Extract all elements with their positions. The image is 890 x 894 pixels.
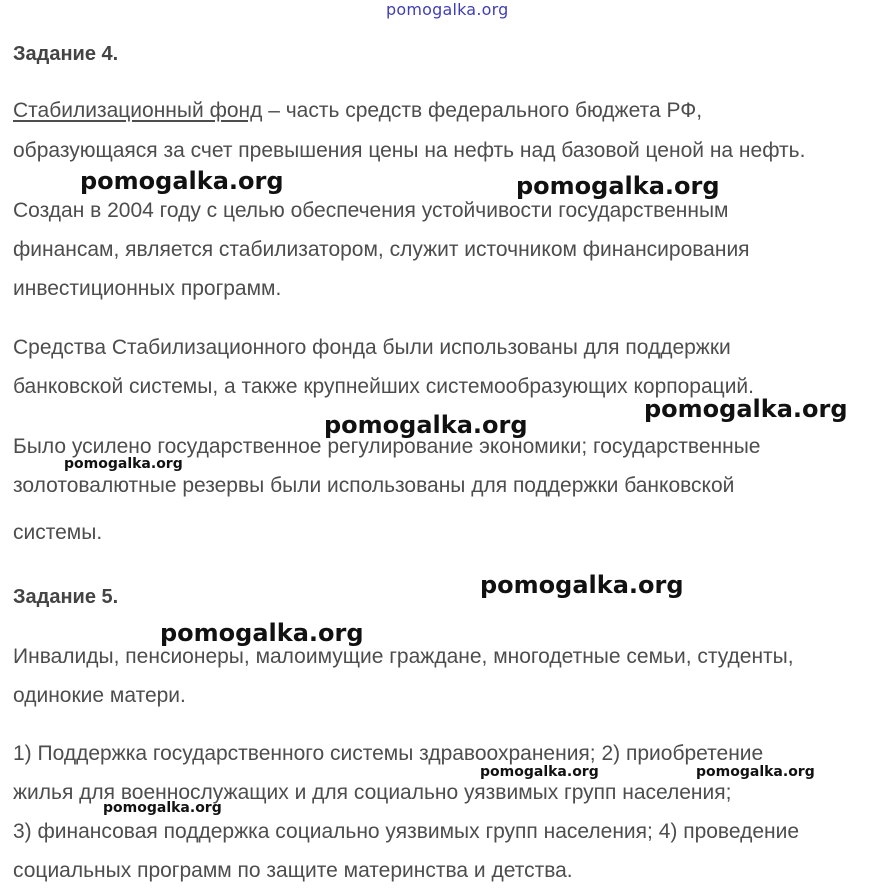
watermark-1: pomogalka.org [80,167,284,195]
task5-line-4: жилья для военнослужащих и для социально уязвимых групп населения; [13,781,732,804]
watermark-8: pomogalka.org [480,764,599,780]
task5-heading: Задание 5. [13,586,119,608]
task5-line-1: Инвалиды, пенсионеры, малоимущие граждане, многодетные семьи, студенты, [13,645,794,668]
task4-line-1 [13,100,702,121]
task4-line-6: Средства Стабилизационного фонда были использованы для поддержки [13,336,731,359]
task4-line-10: системы. [13,521,103,544]
top-watermark: pomogalka.org [386,0,509,19]
task5-line-6: социальных программ по защите материнства и детства. [13,859,573,882]
task4-line-8: Было усилено государственное регулирование экономики; государственные [13,435,761,458]
watermark-4: pomogalka.org [324,411,528,439]
task5-line-5: 3) финансовая поддержка социально уязвимых групп населения; 4) проведение [13,820,800,843]
watermark-10: pomogalka.org [103,800,222,816]
watermark-9: pomogalka.org [696,764,815,780]
task4-line-4: финансам, является стабилизатором, служит источником финансирования [13,238,750,261]
term-definition: – часть средств федерального бюджета РФ, [262,99,703,122]
watermark-2: pomogalka.org [516,172,720,200]
watermark-3: pomogalka.org [644,395,848,423]
task4-line-5: инвестиционных программ. [13,277,282,300]
task4-line-9: золотовалютные резервы были использованы для поддержки банковской [13,474,735,497]
watermark-6: pomogalka.org [480,571,684,599]
task4-line-2: образующаяся за счет превышения цены на нефть над базовой ценой на нефть. [13,139,806,162]
watermark-5: pomogalka.org [64,456,183,472]
task5-line-3: 1) Поддержка государственного системы здравоохранения; 2) приобретение [13,742,764,765]
task4-heading: Задание 4. [13,43,119,65]
task4-line-3: Создан в 2004 году с целью обеспечения устойчивости государственным [13,199,729,222]
watermark-7: pomogalka.org [160,619,364,647]
term-stabilization-fund: Стабилизационный фонд [13,99,263,122]
task4-line-7: банковской системы, а также крупнейших системообразующих корпораций. [13,375,754,398]
task5-line-2: одинокие матери. [13,684,186,707]
